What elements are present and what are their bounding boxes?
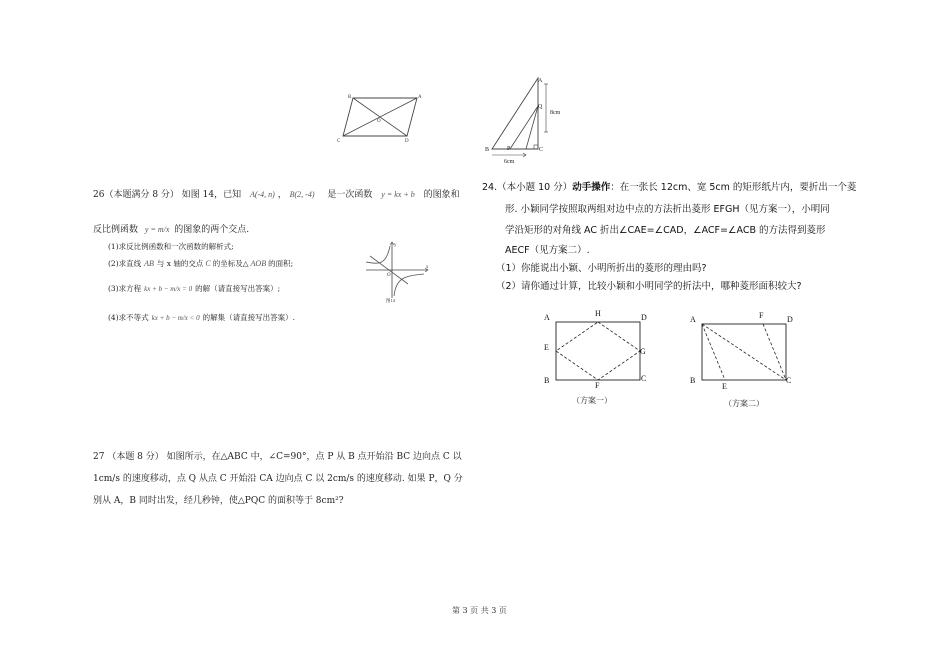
q26-point-a: A(-4, n) [249,190,275,199]
plan-two-label-d: D [787,315,793,324]
q26-item-4 [108,313,295,323]
q26-item-2-post: 的坐标及△ [212,259,249,268]
q24-line-4: AECF（见方案二）. [505,245,590,256]
q26-item-2-mid: 与 x 轴的交点 [156,259,204,268]
parallelogram-figure [335,90,435,145]
q26-item-2-end: 的面积; [268,259,294,268]
q24-heading-bold: 动手操作 [572,182,611,193]
triangle-label-a: A [538,78,543,84]
q24-sub-question-1: （1）你能说出小颖、小明所折出的菱形的理由吗? [496,263,707,274]
q26-linear-function: y = kx + b [381,190,415,199]
q26-item-4-inequality: kx + b − m/x < 0 [151,314,200,322]
plan-two-label-f: F [759,311,764,320]
q27-line-1: 27 （本题 8 分） 如图所示，在△ABC 中，∠C=90°，点 P 从 B 点开始沿 BC 边向点 C 以 [93,452,462,462]
plan-one-caption: （方案一） [572,396,612,405]
plan-one-label-d: D [641,313,647,322]
q26-intro-end: 的图象和 [423,190,460,200]
triangle-label-q: Q [538,104,543,110]
hyperbola-figure [362,238,434,304]
q26-line-2 [93,224,249,236]
plan-two-label-a: A [690,315,696,324]
plan-one-label-c: C [641,374,647,383]
plan-one-label-h: H [595,309,601,318]
plan-one-label-a: A [544,313,550,322]
q26-item-2-aob: AOB [250,259,267,268]
plan-two-label-b: B [690,376,696,385]
q26-item-2-c: C [205,259,211,268]
plan-one-label-f: F [595,381,600,390]
triangle-label-8cm: 8cm [550,110,561,116]
parallelogram-label-b: B [348,95,352,100]
triangle-label-6cm: 6cm [504,159,515,165]
q24-line-2: 形. 小颖同学按照取两组对边中点的方法折出菱形 EFGH（见方案一），小明同 [505,204,830,215]
q26-item-3-end: 的解（请直接写出答案）; [195,284,281,293]
page-footer: 第 3 页 共 3 页 [452,606,507,615]
q26-item-2-start: (2)求直线 [108,259,142,268]
triangle-label-c: C [539,147,544,153]
parallelogram-label-o: O [377,119,381,124]
q26-item-1: (1)求反比例函数和一次函数的解析式; [108,242,234,251]
q24-line-1-rest: ：在一张长 12cm、宽 5cm 的矩形纸片内，要折出一个菱 [610,182,857,193]
q26-separator: ， [277,190,287,200]
q26-item-3-equation: kx + b − m/x = 0 [144,285,193,293]
q26-item-3-start: (3)求方程 [108,284,142,293]
q24-line-3: 学沿矩形的对角线 AC 折出∠CAE=∠CAD，∠ACF=∠ACB 的方法得到菱形 [505,225,826,236]
parallelogram-label-d: D [405,139,409,144]
q26-item-4-end: 的解集（请直接写出答案）. [202,313,296,322]
q26-item-4-start: (4)求不等式 [108,313,149,322]
q26-line2-start: 反比例函数 [93,225,139,235]
parallelogram-label-c: C [337,139,341,144]
plan-one-figure [540,308,652,390]
q26-inverse-function: y = m/x [144,225,170,234]
hyperbola-label-y: y [394,243,397,248]
triangle-label-b: B [485,147,490,153]
q26-line2-end: 的图象的两个交点. [174,225,250,235]
q26-item-2 [108,259,293,269]
q26-item-3 [108,284,280,294]
q26-intro-mid: 是一次函数 [327,190,373,200]
q26-line-1 [93,189,460,201]
q24-line-1 [482,182,856,194]
plan-two-label-e: E [722,382,727,390]
right-triangle-figure [480,72,575,167]
hyperbola-label-o: O [387,273,391,278]
plan-two-figure [686,308,798,390]
q24-heading: 24.（本小题 10 分） [482,182,573,193]
q26-intro: 26（本题满分 8 分） 如图 14，已知 [93,190,242,200]
plan-one-label-e: E [544,343,549,352]
plan-two-label-c: C [786,376,792,385]
plan-one-label-g: G [640,347,646,356]
hyperbola-label-x: x [426,265,429,270]
hyperbola-caption: 图14 [386,298,395,303]
plan-two-caption: （方案二） [724,399,764,408]
triangle-label-p: P [507,146,511,152]
q24-sub-question-2: （2）请你通过计算，比较小颖和小明同学的折法中，哪种菱形面积较大? [496,281,802,292]
q26-point-b: B(2, -4) [289,190,315,199]
parallelogram-label-a: A [418,95,422,100]
plan-one-label-b: B [544,376,550,385]
q27-line-3: 别从 A，B 同时出发，经几秒钟，使△PQC 的面积等于 8cm²? [93,496,344,506]
q26-item-2-ab: AB [144,259,154,268]
q27-line-2: 1cm/s 的速度移动，点 Q 从点 C 开始沿 CA 边向点 C 以 2cm/s 的速度移动. 如果 P，Q 分 [93,474,463,484]
